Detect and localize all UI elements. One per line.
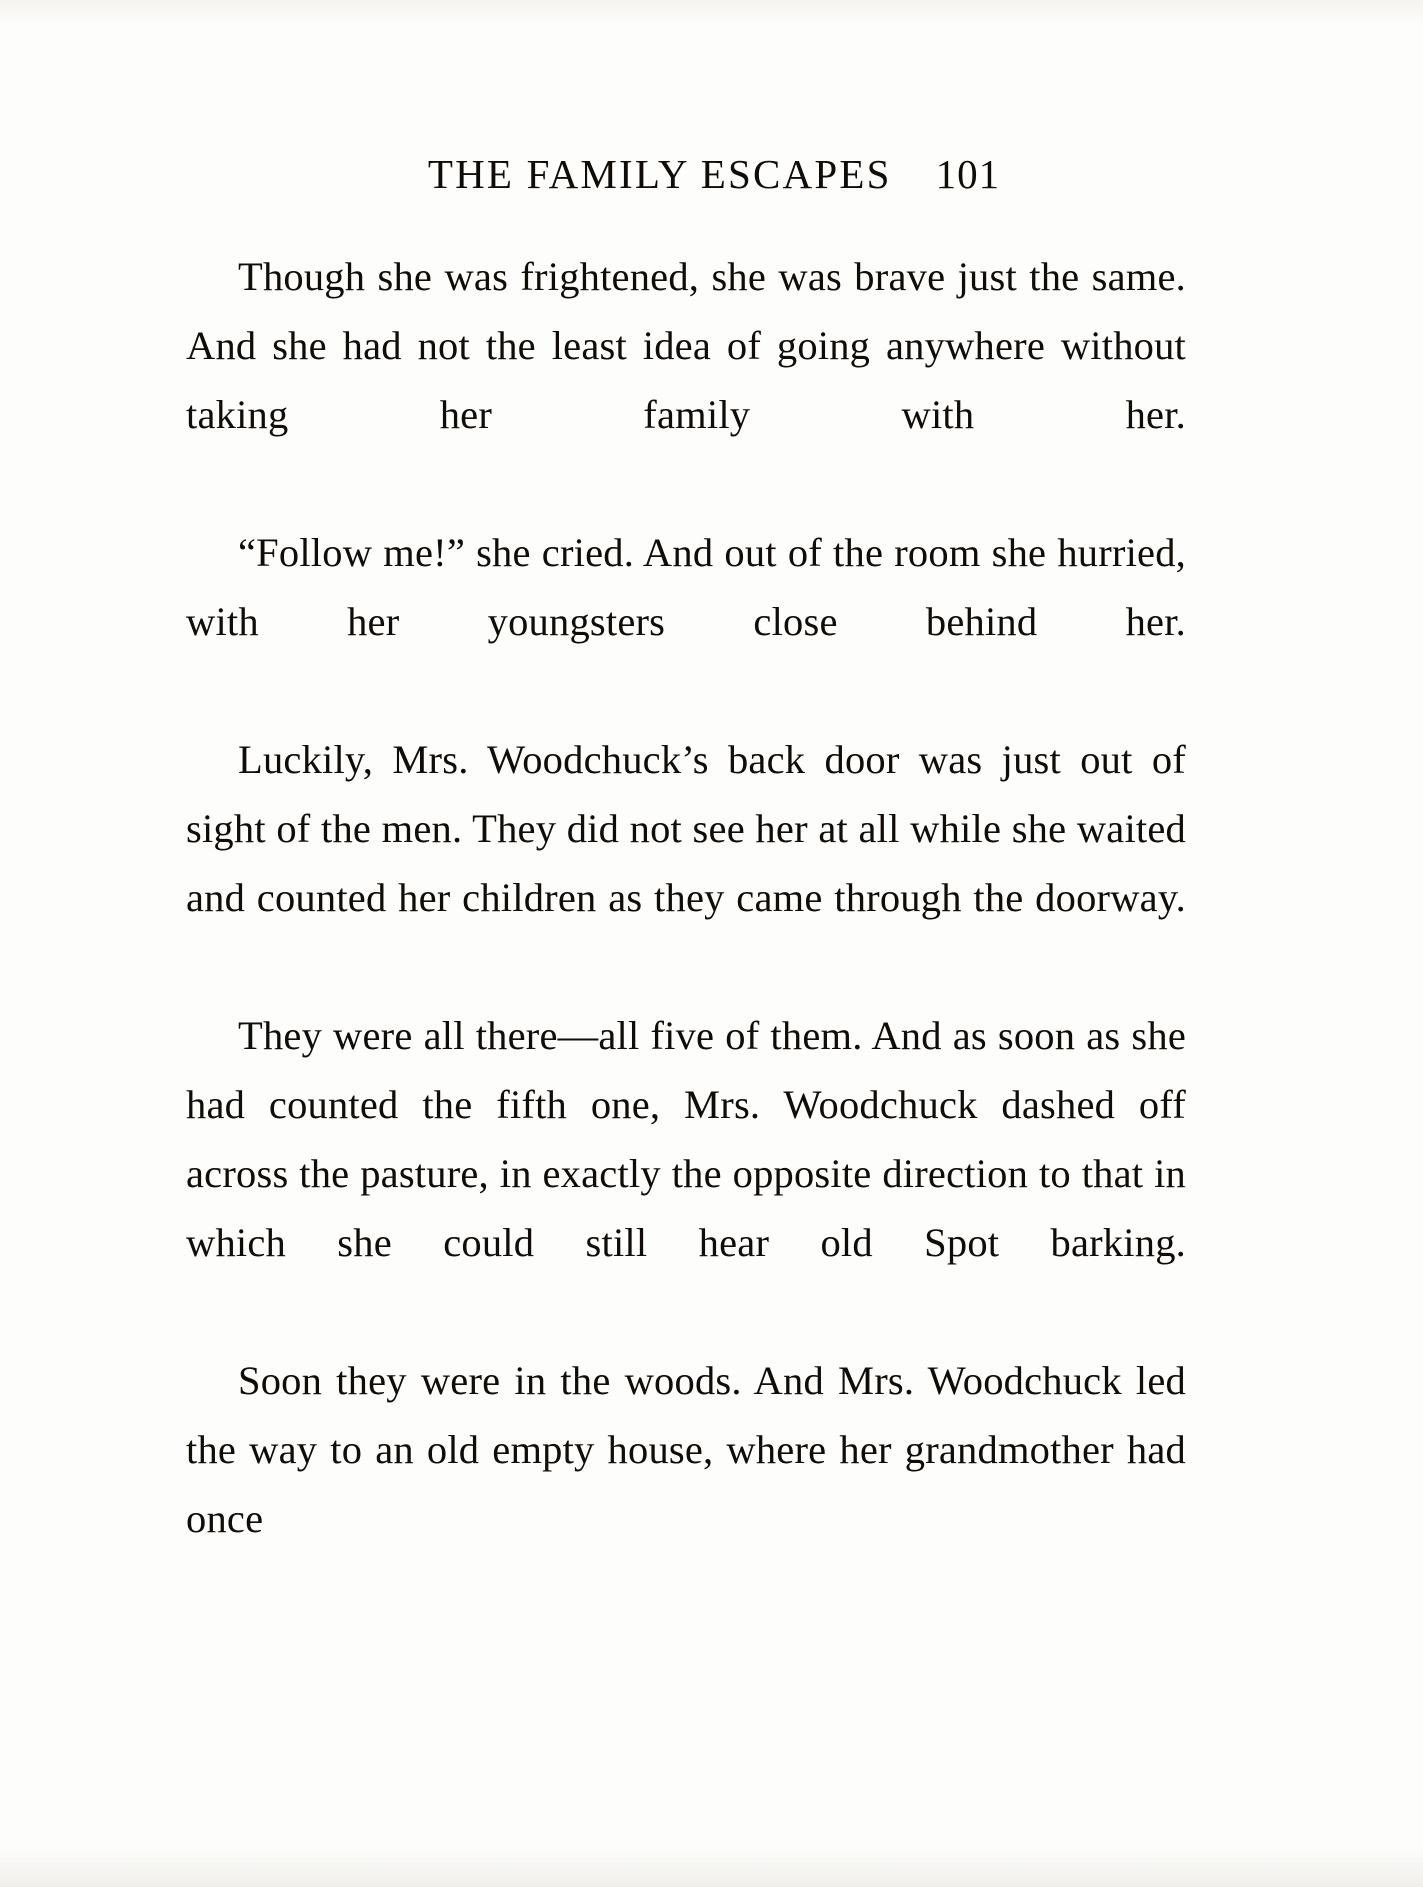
page-content xyxy=(186,150,1186,1553)
page-title: THE FAMILY ESCAPES xyxy=(427,151,892,197)
running-head xyxy=(186,150,1186,198)
paragraph: “Follow me!” she cried. And out of the room she hurried, with her youngsters close behind her. xyxy=(186,530,1186,644)
paragraph: Though she was frightened, she was brave just the same. And she had not the least idea of going anywhere without taking her family with her. xyxy=(186,254,1186,437)
paragraph: They were all there—all five of them. And as soon as she had counted the fifth one, Mrs. Woodchuck dashed off across the pasture, in exactly the opposite direction to that in which she could still hear old Spot barking. xyxy=(186,1013,1186,1265)
scan-edge-top xyxy=(0,0,1423,26)
scan-edge-bottom xyxy=(0,1847,1423,1887)
page-number: 101 xyxy=(935,151,1001,197)
paragraph: Luckily, Mrs. Woodchuck’s back door was just out of sight of the men. They did not see her at all while she waited and counted her children as they came through the doorway. xyxy=(186,737,1186,920)
paragraph: Soon they were in the woods. And Mrs. Woodchuck led the way to an old empty house, where her grandmother had once xyxy=(186,1358,1186,1541)
body-text xyxy=(186,242,1186,1553)
